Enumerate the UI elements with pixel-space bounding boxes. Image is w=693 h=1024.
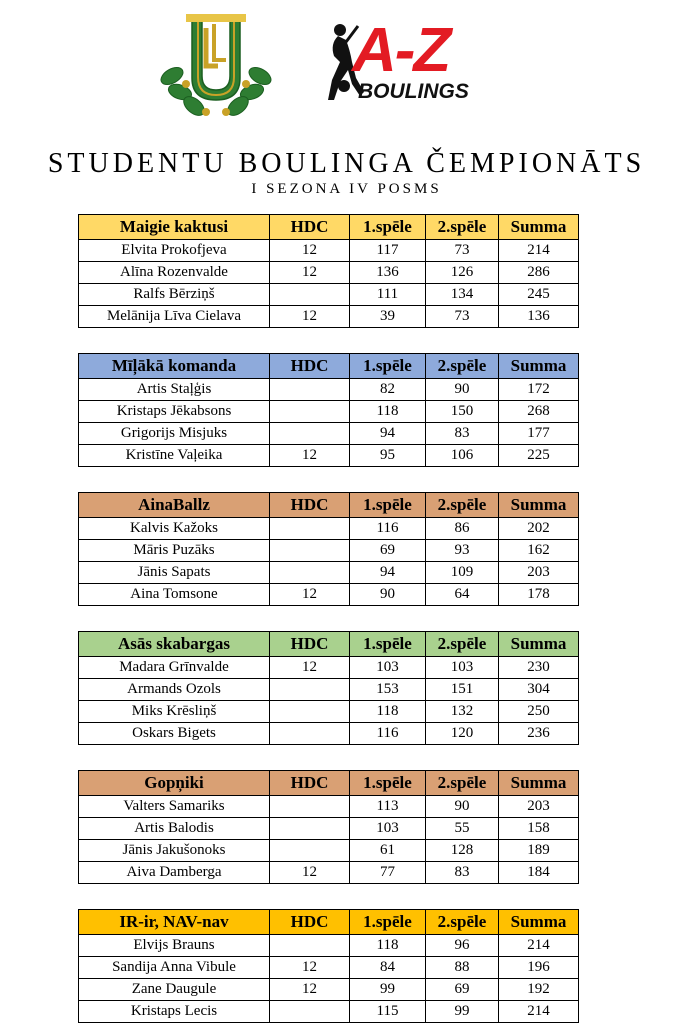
game1-cell: 115 bbox=[350, 1001, 426, 1023]
game2-cell: 73 bbox=[426, 240, 499, 262]
player-name: Melānija Līva Cielava bbox=[79, 306, 270, 328]
column-header: 1.spēle bbox=[350, 354, 426, 379]
sum-cell: 203 bbox=[499, 796, 579, 818]
hdc-cell bbox=[270, 379, 350, 401]
column-header: HDC bbox=[270, 493, 350, 518]
sum-cell: 172 bbox=[499, 379, 579, 401]
column-header: 1.spēle bbox=[350, 493, 426, 518]
game1-cell: 117 bbox=[350, 240, 426, 262]
sum-cell: 202 bbox=[499, 518, 579, 540]
team-header-row bbox=[79, 910, 579, 935]
hdc-cell bbox=[270, 518, 350, 540]
page-title: STUDENTU BOULINGA ČEMPIONĀTS bbox=[47, 148, 646, 179]
column-header: 1.spēle bbox=[350, 910, 426, 935]
sum-cell: 203 bbox=[499, 562, 579, 584]
column-header: HDC bbox=[270, 910, 350, 935]
team-table bbox=[78, 492, 579, 606]
column-header: 2.spēle bbox=[426, 632, 499, 657]
hdc-cell bbox=[270, 701, 350, 723]
column-header: 1.spēle bbox=[350, 771, 426, 796]
column-header: 1.spēle bbox=[350, 215, 426, 240]
team-name: Mīļākā komanda bbox=[79, 354, 270, 379]
column-header: Summa bbox=[499, 632, 579, 657]
sum-cell: 225 bbox=[499, 445, 579, 467]
column-header: 2.spēle bbox=[426, 771, 499, 796]
hdc-cell bbox=[270, 540, 350, 562]
player-row bbox=[79, 445, 579, 467]
az-logo-mark: A-Z bbox=[352, 16, 450, 85]
game1-cell: 118 bbox=[350, 401, 426, 423]
player-row bbox=[79, 401, 579, 423]
column-header: Summa bbox=[499, 910, 579, 935]
player-row bbox=[79, 262, 579, 284]
game1-cell: 116 bbox=[350, 723, 426, 745]
game1-cell: 61 bbox=[350, 840, 426, 862]
game2-cell: 132 bbox=[426, 701, 499, 723]
team-name: Maigie kaktusi bbox=[79, 215, 270, 240]
hdc-cell bbox=[270, 796, 350, 818]
team-table bbox=[78, 631, 579, 745]
game1-cell: 116 bbox=[350, 518, 426, 540]
game2-cell: 73 bbox=[426, 306, 499, 328]
game1-cell: 69 bbox=[350, 540, 426, 562]
player-row bbox=[79, 518, 579, 540]
hdc-cell: 12 bbox=[270, 584, 350, 606]
hdc-cell: 12 bbox=[270, 957, 350, 979]
column-header: 2.spēle bbox=[426, 354, 499, 379]
team-header-row bbox=[79, 215, 579, 240]
team-header-row bbox=[79, 493, 579, 518]
game1-cell: 111 bbox=[350, 284, 426, 306]
column-header: HDC bbox=[270, 771, 350, 796]
player-row bbox=[79, 284, 579, 306]
team-header-row bbox=[79, 771, 579, 796]
hdc-cell: 12 bbox=[270, 862, 350, 884]
player-row bbox=[79, 840, 579, 862]
hdc-cell bbox=[270, 840, 350, 862]
game1-cell: 77 bbox=[350, 862, 426, 884]
player-row bbox=[79, 862, 579, 884]
game1-cell: 84 bbox=[350, 957, 426, 979]
sum-cell: 230 bbox=[499, 657, 579, 679]
player-row bbox=[79, 1001, 579, 1023]
game2-cell: 134 bbox=[426, 284, 499, 306]
team-table bbox=[78, 770, 579, 884]
player-row bbox=[79, 679, 579, 701]
column-header: 2.spēle bbox=[426, 215, 499, 240]
column-header: HDC bbox=[270, 215, 350, 240]
player-row bbox=[79, 935, 579, 957]
game2-cell: 126 bbox=[426, 262, 499, 284]
game2-cell: 90 bbox=[426, 379, 499, 401]
player-row bbox=[79, 584, 579, 606]
sum-cell: 245 bbox=[499, 284, 579, 306]
player-row bbox=[79, 796, 579, 818]
team-table bbox=[78, 353, 579, 467]
team-table bbox=[78, 909, 579, 1023]
player-row bbox=[79, 818, 579, 840]
player-name: Kristaps Jēkabsons bbox=[79, 401, 270, 423]
player-name: Kristīne Vaļeika bbox=[79, 445, 270, 467]
player-name: Grigorijs Misjuks bbox=[79, 423, 270, 445]
game2-cell: 120 bbox=[426, 723, 499, 745]
game1-cell: 94 bbox=[350, 423, 426, 445]
game2-cell: 83 bbox=[426, 862, 499, 884]
player-name: Oskars Bigets bbox=[79, 723, 270, 745]
player-name: Miks Krēsliņš bbox=[79, 701, 270, 723]
player-name: Kristaps Lecis bbox=[79, 1001, 270, 1023]
player-name: Armands Ozols bbox=[79, 679, 270, 701]
game1-cell: 39 bbox=[350, 306, 426, 328]
hdc-cell bbox=[270, 935, 350, 957]
game2-cell: 109 bbox=[426, 562, 499, 584]
sum-cell: 214 bbox=[499, 935, 579, 957]
player-name: Elvita Prokofjeva bbox=[79, 240, 270, 262]
column-header: HDC bbox=[270, 632, 350, 657]
page-subtitle: I SEZONA IV POSMS bbox=[251, 181, 442, 197]
player-name: Jānis Sapats bbox=[79, 562, 270, 584]
hdc-cell bbox=[270, 723, 350, 745]
sum-cell: 184 bbox=[499, 862, 579, 884]
game2-cell: 93 bbox=[426, 540, 499, 562]
sum-cell: 214 bbox=[499, 1001, 579, 1023]
game1-cell: 118 bbox=[350, 701, 426, 723]
hdc-cell bbox=[270, 401, 350, 423]
player-row bbox=[79, 240, 579, 262]
hdc-cell: 12 bbox=[270, 306, 350, 328]
player-name: Elvijs Brauns bbox=[79, 935, 270, 957]
game2-cell: 151 bbox=[426, 679, 499, 701]
player-name: Zane Daugule bbox=[79, 979, 270, 1001]
column-header: 2.spēle bbox=[426, 910, 499, 935]
game2-cell: 90 bbox=[426, 796, 499, 818]
az-boulings-logo bbox=[326, 16, 469, 110]
hdc-cell: 12 bbox=[270, 445, 350, 467]
game1-cell: 95 bbox=[350, 445, 426, 467]
game1-cell: 136 bbox=[350, 262, 426, 284]
sum-cell: 236 bbox=[499, 723, 579, 745]
column-header: HDC bbox=[270, 354, 350, 379]
player-name: Valters Samariks bbox=[79, 796, 270, 818]
game1-cell: 99 bbox=[350, 979, 426, 1001]
game1-cell: 113 bbox=[350, 796, 426, 818]
team-header-row bbox=[79, 632, 579, 657]
column-header: 2.spēle bbox=[426, 493, 499, 518]
university-of-latvia-logo bbox=[158, 14, 274, 119]
sum-cell: 177 bbox=[499, 423, 579, 445]
player-name: Sandija Anna Vibule bbox=[79, 957, 270, 979]
team-name: IR-ir, NAV-nav bbox=[79, 910, 270, 935]
sum-cell: 178 bbox=[499, 584, 579, 606]
player-row bbox=[79, 306, 579, 328]
player-name: Artis Balodis bbox=[79, 818, 270, 840]
game1-cell: 103 bbox=[350, 818, 426, 840]
player-row bbox=[79, 723, 579, 745]
game2-cell: 69 bbox=[426, 979, 499, 1001]
player-row bbox=[79, 423, 579, 445]
team-name: AinaBallz bbox=[79, 493, 270, 518]
sum-cell: 304 bbox=[499, 679, 579, 701]
team-header-row bbox=[79, 354, 579, 379]
sum-cell: 214 bbox=[499, 240, 579, 262]
game2-cell: 64 bbox=[426, 584, 499, 606]
sum-cell: 136 bbox=[499, 306, 579, 328]
player-row bbox=[79, 957, 579, 979]
player-name: Aina Tomsone bbox=[79, 584, 270, 606]
game1-cell: 94 bbox=[350, 562, 426, 584]
sum-cell: 196 bbox=[499, 957, 579, 979]
game2-cell: 96 bbox=[426, 935, 499, 957]
player-name: Alīna Rozenvalde bbox=[79, 262, 270, 284]
game2-cell: 128 bbox=[426, 840, 499, 862]
column-header: Summa bbox=[499, 771, 579, 796]
column-header: Summa bbox=[499, 354, 579, 379]
hdc-cell: 12 bbox=[270, 979, 350, 1001]
hdc-cell: 12 bbox=[270, 240, 350, 262]
game2-cell: 55 bbox=[426, 818, 499, 840]
sum-cell: 286 bbox=[499, 262, 579, 284]
game1-cell: 90 bbox=[350, 584, 426, 606]
player-row bbox=[79, 540, 579, 562]
sum-cell: 250 bbox=[499, 701, 579, 723]
game1-cell: 82 bbox=[350, 379, 426, 401]
sum-cell: 192 bbox=[499, 979, 579, 1001]
team-name: Gopņiki bbox=[79, 771, 270, 796]
hdc-cell bbox=[270, 284, 350, 306]
player-row bbox=[79, 657, 579, 679]
hdc-cell bbox=[270, 423, 350, 445]
game1-cell: 153 bbox=[350, 679, 426, 701]
sum-cell: 162 bbox=[499, 540, 579, 562]
game2-cell: 99 bbox=[426, 1001, 499, 1023]
player-name: Kalvis Kažoks bbox=[79, 518, 270, 540]
sum-cell: 158 bbox=[499, 818, 579, 840]
hdc-cell bbox=[270, 679, 350, 701]
player-name: Māris Puzāks bbox=[79, 540, 270, 562]
column-header: Summa bbox=[499, 493, 579, 518]
hdc-cell: 12 bbox=[270, 657, 350, 679]
team-table bbox=[78, 214, 579, 328]
hdc-cell: 12 bbox=[270, 262, 350, 284]
hdc-cell bbox=[270, 818, 350, 840]
player-name: Aiva Damberga bbox=[79, 862, 270, 884]
hdc-cell bbox=[270, 562, 350, 584]
player-name: Jānis Jakušonoks bbox=[79, 840, 270, 862]
player-row bbox=[79, 979, 579, 1001]
az-logo-text: BOULINGS bbox=[358, 80, 469, 103]
sum-cell: 189 bbox=[499, 840, 579, 862]
game1-cell: 103 bbox=[350, 657, 426, 679]
player-name: Madara Grīnvalde bbox=[79, 657, 270, 679]
player-row bbox=[79, 379, 579, 401]
game2-cell: 88 bbox=[426, 957, 499, 979]
player-name: Artis Staļģis bbox=[79, 379, 270, 401]
player-name: Ralfs Bērziņš bbox=[79, 284, 270, 306]
sum-cell: 268 bbox=[499, 401, 579, 423]
logos-row bbox=[0, 14, 693, 119]
hdc-cell bbox=[270, 1001, 350, 1023]
player-row bbox=[79, 562, 579, 584]
player-row bbox=[79, 701, 579, 723]
game2-cell: 83 bbox=[426, 423, 499, 445]
team-name: Asās skabargas bbox=[79, 632, 270, 657]
game1-cell: 118 bbox=[350, 935, 426, 957]
game2-cell: 106 bbox=[426, 445, 499, 467]
column-header: 1.spēle bbox=[350, 632, 426, 657]
game2-cell: 103 bbox=[426, 657, 499, 679]
column-header: Summa bbox=[499, 215, 579, 240]
game2-cell: 86 bbox=[426, 518, 499, 540]
game2-cell: 150 bbox=[426, 401, 499, 423]
